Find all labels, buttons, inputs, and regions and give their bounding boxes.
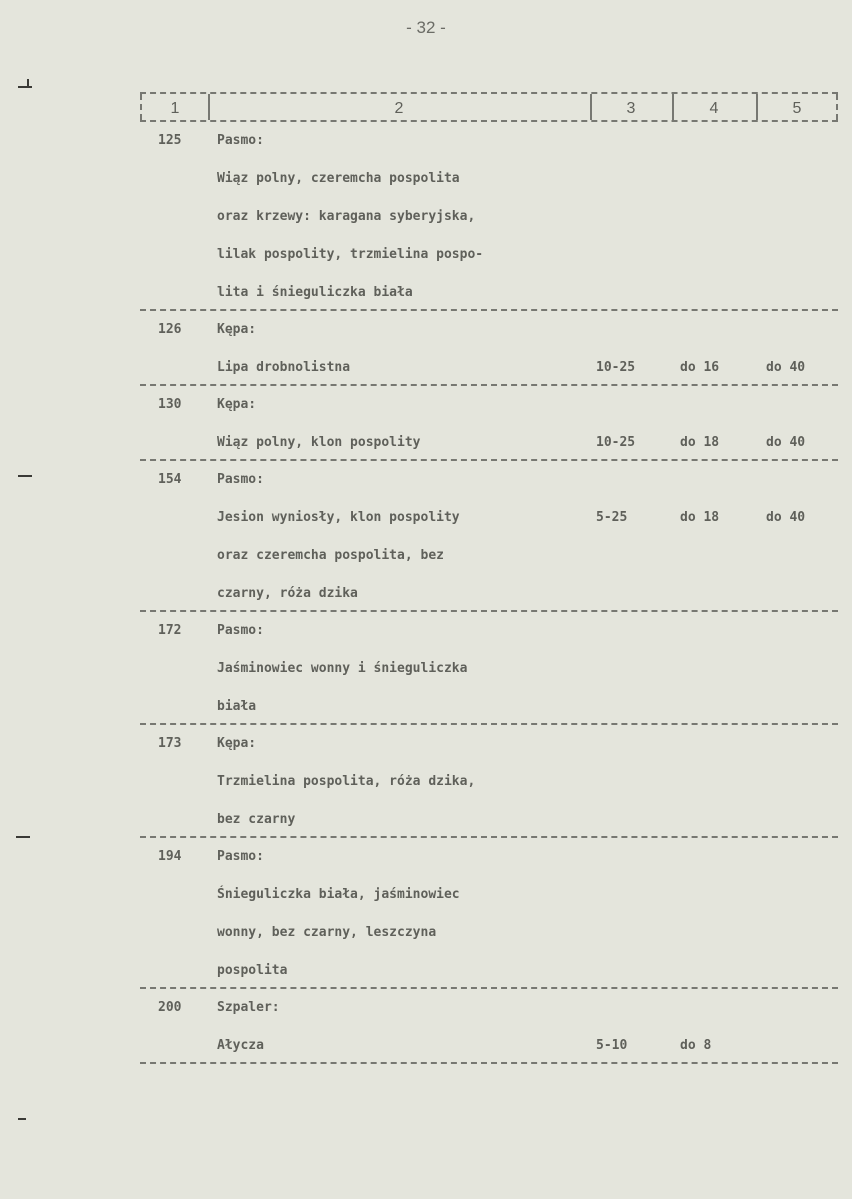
entry-type: Pasmo: (217, 623, 264, 638)
margin-mark (18, 86, 32, 88)
column-header-4: 4 (709, 100, 719, 117)
margin-mark (18, 1118, 26, 1120)
entry-number: 173 (158, 736, 182, 751)
col3-value: 5-25 (596, 510, 628, 525)
entry-number: 172 (158, 623, 182, 638)
col4-value: do 18 (680, 435, 720, 450)
entry-description: bez czarny (217, 812, 296, 827)
entry-description: Wiąz polny, czeremcha pospolita (217, 171, 460, 186)
entry-number: 126 (158, 322, 182, 337)
entry-description: Ałycza (217, 1038, 264, 1053)
planting-table (140, 92, 838, 1064)
table-row (140, 838, 838, 987)
col4-value: do 8 (680, 1038, 712, 1053)
margin-mark (18, 475, 32, 477)
entry-description: wonny, bez czarny, leszczyna (217, 925, 437, 940)
entry-description: oraz czeremcha pospolita, bez (217, 548, 444, 563)
row-separator (140, 1062, 838, 1064)
entry-number: 194 (158, 849, 182, 864)
table-row (140, 612, 838, 723)
col4-value: do 16 (680, 360, 720, 375)
table-row (140, 989, 838, 1062)
entry-description: oraz krzewy: karagana syberyjska, (217, 209, 476, 224)
entry-number: 200 (158, 1000, 182, 1015)
table-row (140, 311, 838, 384)
entry-description: Wiąz polny, klon pospolity (217, 435, 421, 450)
entry-description: Śnieguliczka biała, jaśminowiec (217, 887, 460, 902)
column-header-1: 1 (170, 100, 180, 117)
entry-number: 130 (158, 397, 182, 412)
entry-description: Lipa drobnolistna (217, 360, 351, 375)
col5-value: do 40 (766, 435, 806, 450)
entry-type: Szpaler: (217, 1000, 280, 1015)
table-row (140, 122, 838, 309)
entry-type: Kępa: (217, 397, 257, 412)
entry-description: czarny, róża dzika (217, 586, 358, 601)
entry-description: Jaśminowiec wonny i śnieguliczka (217, 661, 468, 676)
entry-description: lilak pospolity, trzmielina pospo- (217, 247, 484, 262)
col4-value: do 18 (680, 510, 720, 525)
entry-description: biała (217, 699, 257, 714)
entry-type: Kępa: (217, 736, 257, 751)
entry-type: Kępa: (217, 322, 257, 337)
entry-description: Trzmielina pospolita, róża dzika, (217, 774, 476, 789)
entry-type: Pasmo: (217, 849, 264, 864)
column-header-5: 5 (792, 100, 802, 117)
column-header-2: 2 (394, 100, 404, 117)
table-header (140, 94, 838, 120)
column-header-3: 3 (626, 100, 636, 117)
entry-number: 125 (158, 133, 182, 148)
table-row (140, 386, 838, 459)
entry-description: lita i śnieguliczka biała (217, 285, 413, 300)
page-number: - 32 - (406, 18, 446, 37)
margin-mark (16, 836, 30, 838)
entry-number: 154 (158, 472, 182, 487)
table-row (140, 461, 838, 610)
col5-value: do 40 (766, 510, 806, 525)
entry-description: Jesion wyniosły, klon pospolity (217, 510, 460, 525)
entry-type: Pasmo: (217, 472, 264, 487)
col3-value: 10-25 (596, 360, 636, 375)
col3-value: 10-25 (596, 435, 636, 450)
col3-value: 5-10 (596, 1038, 628, 1053)
col5-value: do 40 (766, 360, 806, 375)
entry-description: pospolita (217, 963, 288, 978)
table-row (140, 725, 838, 836)
entry-type: Pasmo: (217, 133, 264, 148)
